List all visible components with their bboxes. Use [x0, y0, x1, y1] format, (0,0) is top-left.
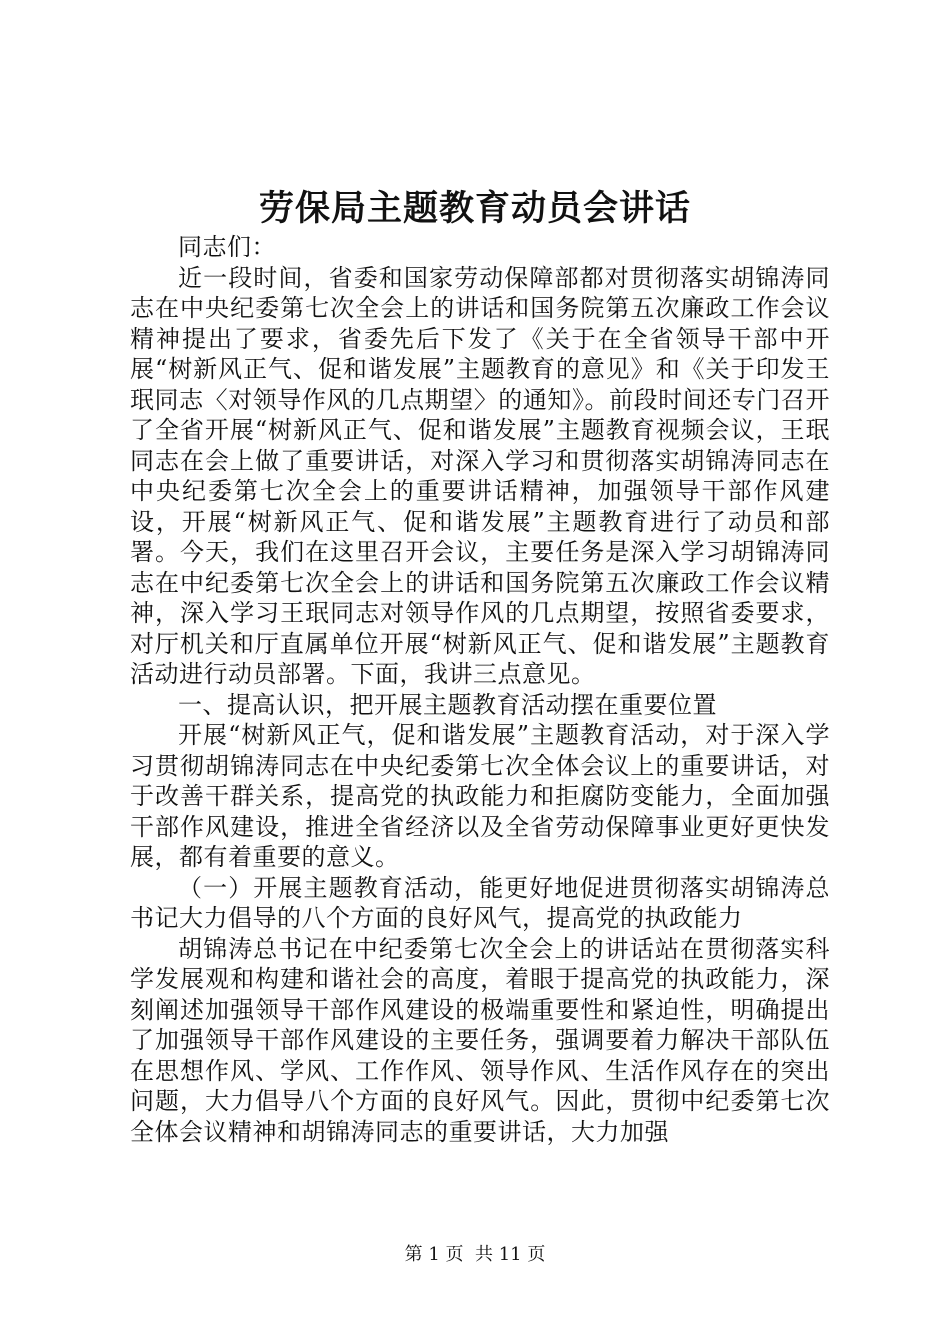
intro-paragraph: 近一段时间，省委和国家劳动保障部都对贯彻落实胡锦涛同志在中央纪委第七次全会上的讲话和国务院第五次廉政工作会议精神提出了要求，省委先后下发了《关于在全省领导干部中开展“树新风正气、促和谐发展”主题教育的意见》和《关于印发王珉同志〈对领导作风的几点期望〉的通知》。前段时间还专门召开了全省开展“树新风正气、促和谐发展”主题教育视频会议，王珉同志在会上做了重要讲话，对深入学习和贯彻落实胡锦涛同志在中央纪委第七次全会上的重要讲话精神，加强领导干部作风建设，开展“树新风正气、促和谐发展”主题教育进行了动员和部署。今天，我们在这里召开会议，主要任务是深入学习胡锦涛同志在中纪委第七次全会上的讲话和国务院第五次廉政工作会议精神，深入学习王珉同志对领导作风的几点期望，按照省委要求，对厅机关和厅直属单位开展“树新风正气、促和谐发展”主题教育活动进行动员部署。下面，我讲三点意见。 [130, 263, 830, 688]
body-paragraph: 开展“树新风正气，促和谐发展”主题教育活动，对于深入学习贯彻胡锦涛同志在中央纪委第七次全体会议上的重要讲话，对于改善干群关系，提高党的执政能力和拒腐防变能力，全面加强干部作风建设，推进全省经济以及全省劳动保障事业更好更快发展，都有着重要的意义。 [130, 721, 830, 871]
subsection-heading-1: （一）开展主题教育活动，能更好地促进贯彻落实胡锦涛总书记大力倡导的八个方面的良好风气，提高党的执政能力 [130, 873, 830, 932]
document-title: 劳保局主题教育动员会讲话 [258, 188, 691, 229]
page-number-label: 第 1 页 共 11 页 [404, 1244, 546, 1265]
body-paragraph: 胡锦涛总书记在中纪委第七次全会上的讲话站在贯彻落实科学发展观和构建和谐社会的高度，着眼于提高党的执政能力，深刻阐述加强领导干部作风建设的极端重要性和紧迫性，明确提出了加强领导干部作风建设的主要任务，强调要着力解决干部队伍在思想作风、学风、工作作风、领导作风、生活作风存在的突出问题，大力倡导八个方面的良好风气。因此，贯彻中纪委第七次全体会议精神和胡锦涛同志的重要讲话，大力加强 [130, 934, 830, 1146]
section-heading-1: 一、提高认识，把开展主题教育活动摆在重要位置 [178, 690, 717, 719]
page-footer [0, 1243, 950, 1267]
document-body [130, 232, 830, 1147]
salutation-paragraph: 同志们： [178, 233, 276, 261]
